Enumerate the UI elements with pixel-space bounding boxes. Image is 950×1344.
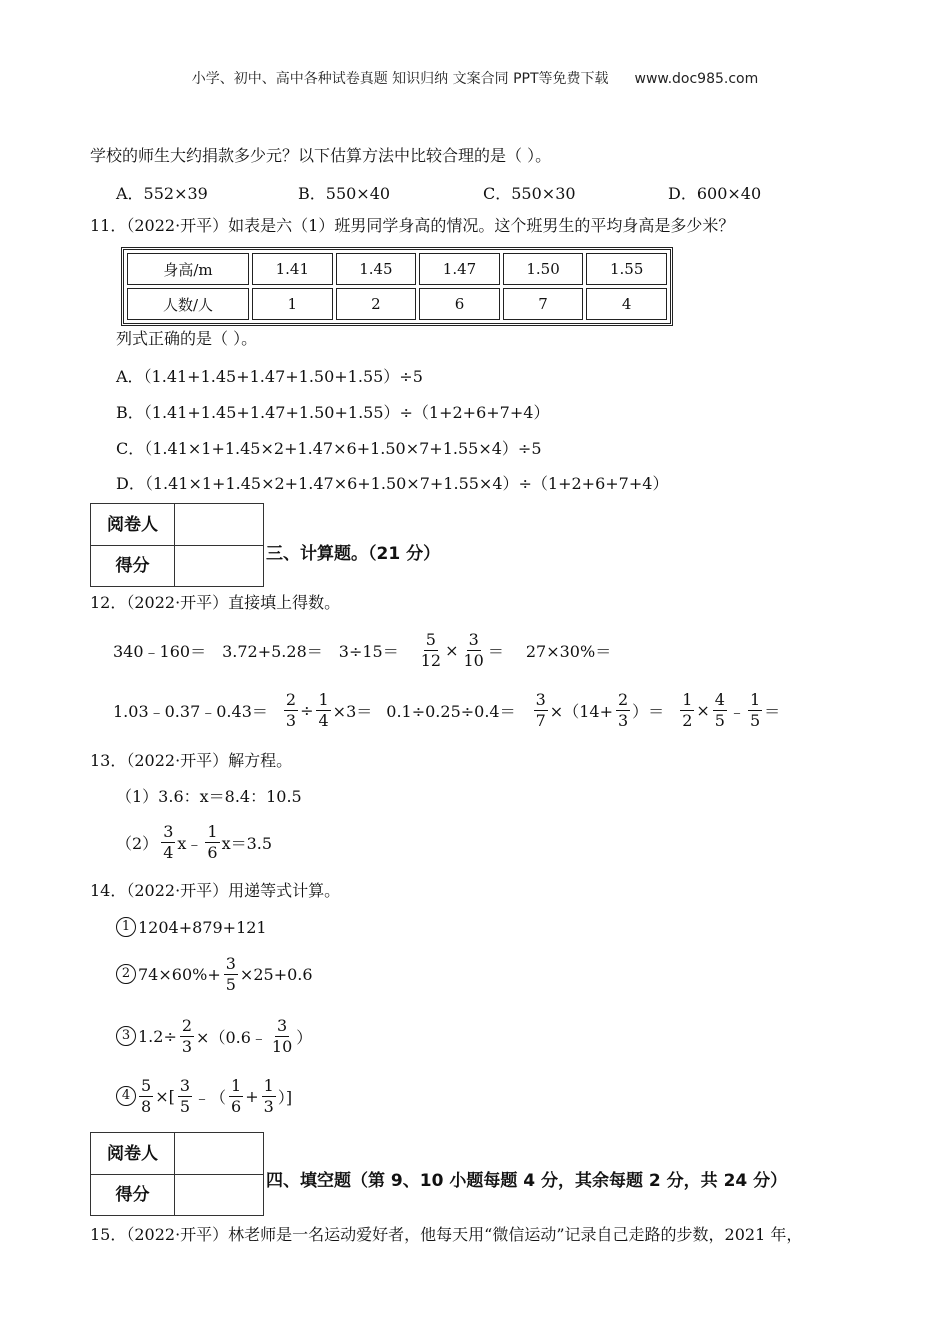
operator: ×: [445, 640, 459, 660]
numerator: 3: [535, 689, 546, 709]
denominator: 10: [463, 650, 484, 670]
expr-tail: ×25+0.6: [239, 964, 313, 984]
table-row: [127, 288, 667, 320]
fraction: [139, 1076, 153, 1117]
expr-mid: ×（0.6﹣: [196, 1027, 267, 1047]
table-cell: 1.45: [336, 253, 417, 285]
denominator: 10: [271, 1036, 293, 1056]
reviewer-blank: [175, 504, 263, 546]
table-cell: 1: [252, 288, 333, 320]
q11-option-a: A．（1.41+1.45+1.47+1.50+1.55）÷5: [116, 367, 423, 386]
reviewer-blank: [175, 1133, 263, 1175]
q14-item3: [116, 1014, 314, 1058]
table-cell: 4: [586, 288, 667, 320]
denominator: 5: [179, 1096, 191, 1116]
fraction: [616, 690, 630, 731]
fraction: [178, 1076, 192, 1117]
numerator: 5: [425, 629, 436, 649]
q10-option-b: B．550×40: [298, 184, 391, 203]
equals: ＝: [764, 701, 781, 721]
denominator: 4: [163, 842, 174, 862]
q12-expr-e: 27×30%＝: [525, 641, 612, 661]
table-cell: 6: [419, 288, 500, 320]
q13-part2: [116, 820, 274, 864]
expr-tail: ）＝: [632, 701, 665, 721]
table-cell: 1.50: [503, 253, 584, 285]
numerator: 1: [749, 689, 761, 709]
q12-expr-b: 3.72+5.28＝: [222, 641, 323, 661]
denominator: 5: [749, 710, 761, 730]
numerator: 3: [276, 1015, 288, 1035]
numerator: 2: [617, 689, 629, 709]
numerator: 3: [179, 1075, 191, 1095]
q11-option-d: D．（1.41×1+1.45×2+1.47×6+1.50×7+1.55×4）÷（1+2+6+7+4）: [116, 474, 669, 493]
q14-item1: [116, 914, 269, 940]
denominator: 6: [207, 842, 218, 862]
circled-number: 4: [116, 1086, 136, 1106]
expr-tail: ×3＝: [332, 701, 373, 721]
fraction: [205, 822, 219, 863]
fraction: [229, 1076, 243, 1117]
denominator: 3: [181, 1036, 193, 1056]
score-box: [90, 1132, 264, 1216]
fraction: [534, 690, 548, 731]
denominator: 7: [535, 710, 546, 730]
fraction: [161, 822, 175, 863]
table-cell: 1.41: [252, 253, 333, 285]
q11-stem: 11．（2022·开平）如表是六（1）班男同学身高的情况。这个班男生的平均身高是多少米？: [90, 216, 735, 235]
fraction: [748, 690, 762, 731]
denominator: 2: [682, 710, 693, 730]
numerator: 1: [231, 1075, 242, 1095]
numerator: 1: [207, 821, 218, 841]
q12-stem: 12．（2022·开平）直接填上得数。: [90, 593, 341, 612]
fraction: [262, 1076, 276, 1117]
q12-expr-c: 3÷15＝: [338, 641, 399, 661]
heights-table: [121, 247, 673, 326]
denominator: 4: [318, 710, 329, 730]
fraction: [224, 954, 238, 995]
expr-pre: 1.2÷: [138, 1026, 177, 1046]
numerator: 1: [263, 1075, 274, 1095]
expr-tail: x＝3.5: [221, 833, 273, 853]
score-label: 得分: [91, 546, 175, 586]
fraction: [270, 1016, 294, 1057]
denominator: 8: [141, 1096, 152, 1116]
expr-pre: 74×60%+: [138, 964, 221, 984]
operator: ×: [696, 700, 710, 720]
expr-mid: ×[: [155, 1086, 175, 1106]
q13-part1: （1）3.6：x＝8.4：10.5: [116, 787, 302, 806]
header-site: www.doc985.com: [634, 71, 759, 87]
reviewer-label: 阅卷人: [91, 504, 175, 546]
fraction: [461, 630, 485, 671]
q13-stem: 13．（2022·开平）解方程。: [90, 751, 293, 770]
score-blank: [175, 1175, 263, 1215]
table-cell: 2: [336, 288, 417, 320]
expr-mid: x﹣: [177, 833, 203, 853]
numerator: 3: [225, 953, 236, 973]
q11-option-b: B．（1.41+1.45+1.47+1.50+1.55）÷（1+2+6+7+4）: [116, 403, 550, 422]
denominator: 3: [263, 1096, 274, 1116]
q15-stem: 15．（2022·开平）林老师是一名运动爱好者，他每天用“微信运动”记录自己走路的步数，2021 年，: [90, 1225, 803, 1244]
q10-stem: 学校的师生大约捐款多少元？以下估算方法中比较合理的是（ ）。: [90, 146, 552, 165]
fraction: [180, 1016, 194, 1057]
q12-row1: [113, 628, 613, 672]
q12-expr-f: 1.03﹣0.37﹣0.43＝: [113, 701, 268, 721]
operator: ÷: [300, 700, 314, 720]
operator: ﹣: [728, 701, 745, 721]
circled-number: 1: [116, 917, 136, 937]
numerator: 4: [714, 689, 725, 709]
table-header-height: 身高/m: [127, 253, 249, 285]
equals: ＝: [487, 641, 504, 661]
q10-option-d: D．600×40: [668, 184, 762, 203]
q11-prompt: 列式正确的是（ ）。: [116, 329, 258, 348]
fraction: [680, 690, 694, 731]
header-text: 小学、初中、高中各种试卷真题 知识归纳 文案合同 PPT等免费下载: [191, 71, 609, 87]
fraction: [316, 690, 330, 731]
numerator: 5: [141, 1075, 152, 1095]
denominator: 5: [225, 974, 236, 994]
q10-option-a: A．552×39: [116, 184, 208, 203]
numerator: 1: [682, 689, 693, 709]
numerator: 2: [181, 1015, 193, 1035]
part-label: （2）: [116, 833, 159, 853]
q10-option-c: C．550×30: [483, 184, 576, 203]
q12-row2: [113, 688, 782, 732]
reviewer-label: 阅卷人: [91, 1133, 175, 1175]
expr-mid: ﹣（: [194, 1087, 227, 1107]
section3-title: 三、计算题。（21 分）: [266, 544, 441, 564]
table-cell: 1.55: [586, 253, 667, 285]
expression: 1204+879+121: [138, 917, 267, 937]
expr-tail: ）]: [277, 1087, 293, 1107]
page-header: [0, 68, 950, 88]
table-row: [127, 253, 667, 285]
denominator: 6: [231, 1096, 242, 1116]
numerator: 3: [163, 821, 174, 841]
section4-title: 四、填空题（第 9、10 小题每题 4 分，其余每题 2 分，共 24 分）: [266, 1171, 788, 1191]
q12-expr-a: 340﹣160＝: [113, 641, 207, 661]
circled-number: 3: [116, 1026, 136, 1046]
fraction: [713, 690, 727, 731]
denominator: 12: [420, 650, 442, 670]
fraction: [284, 690, 298, 731]
q12-expr-h: 0.1÷0.25÷0.4＝: [386, 701, 516, 721]
table-cell: 7: [503, 288, 584, 320]
circled-number: 2: [116, 964, 136, 984]
score-blank: [175, 546, 263, 586]
score-label: 得分: [91, 1175, 175, 1215]
q11-option-c: C．（1.41×1+1.45×2+1.47×6+1.50×7+1.55×4）÷5: [116, 439, 542, 458]
fraction: [419, 630, 443, 671]
table-header-count: 人数/人: [127, 288, 249, 320]
expr-mid: ×（14+: [549, 701, 613, 721]
denominator: 3: [617, 710, 629, 730]
table-cell: 1.47: [419, 253, 500, 285]
denominator: 5: [714, 710, 725, 730]
denominator: 3: [285, 710, 297, 730]
q14-stem: 14．（2022·开平）用递等式计算。: [90, 881, 341, 900]
numerator: 1: [318, 689, 329, 709]
score-box: [90, 503, 264, 587]
numerator: 2: [285, 689, 297, 709]
numerator: 3: [468, 629, 479, 649]
q14-item4: [116, 1074, 294, 1118]
operator: +: [245, 1086, 259, 1106]
q14-item2: [116, 952, 315, 996]
expr-tail: ）: [296, 1027, 313, 1047]
